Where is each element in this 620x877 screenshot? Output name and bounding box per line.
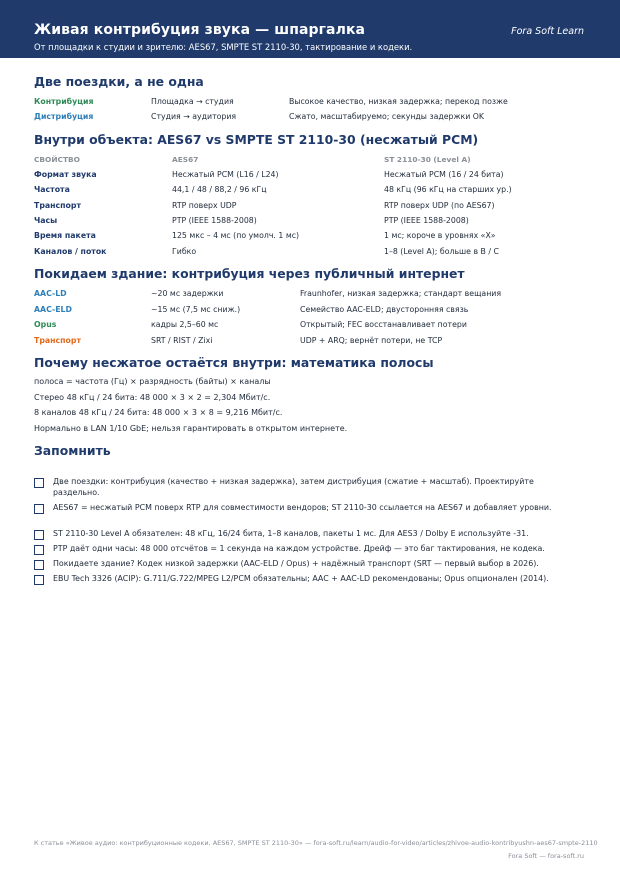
row-cell: Семейство AAC-ELD; двусторонняя связь xyxy=(300,305,469,314)
table-row xyxy=(0,170,620,184)
section-title-internet-contribution: Покидаем здание: контрибуция через публичный интернет xyxy=(34,266,465,281)
row-label: Каналов / поток xyxy=(34,247,107,256)
row-cell: RTP поверх UDP (по AES67) xyxy=(384,201,495,210)
table-row xyxy=(0,97,620,111)
row-cell: Несжатый PCM (16 / 24 бита) xyxy=(384,170,504,179)
row-cell: Несжатый PCM (L16 / L24) xyxy=(172,170,279,179)
row-cell: 1–8 (Level A); больше в B / C xyxy=(384,247,499,256)
table-row xyxy=(0,185,620,199)
row-label: Транспорт xyxy=(34,201,82,210)
row-cell: 44,1 / 48 / 88,2 / 96 кГц xyxy=(172,185,267,194)
table-row xyxy=(0,247,620,261)
row-cell: 125 мкс – 4 мс (по умолч. 1 мс) xyxy=(172,231,300,240)
row-cell: кадры 2,5–60 мс xyxy=(151,320,219,329)
row-cell: ~15 мс (7,5 мс сниж.) xyxy=(151,305,241,314)
row-cell: Студия → аудитория xyxy=(151,112,237,121)
row-cell: Высокое качество, низкая задержка; перекод позже xyxy=(289,97,508,106)
row-cell: UDP + ARQ; вернёт потери, не TCP xyxy=(300,336,443,345)
formula-line: Нормально в LAN 1/10 GbE; нельзя гарантировать в открытом интернете. xyxy=(34,424,348,433)
row-cell: SRT / RIST / Zixi xyxy=(151,336,213,345)
checklist-text: AES67 = несжатый PCM поверх RTP для совместимости вендоров; ST 2110-30 ссылается на AES67 и добавляет уровни. xyxy=(53,503,552,512)
row-cell: PTP (IEEE 1588-2008) xyxy=(172,216,257,225)
row-label: AAC-LD xyxy=(34,289,67,298)
row-label: Время пакета xyxy=(34,231,96,240)
footer-source: К статье «Живое аудио: контрибуционные кодеки, AES67, SMPTE ST 2110-30» — fora-soft.ru/learn/audio-for-video/articles/zhivoe-audio-kontribyushn-aes67-smpte-2110 xyxy=(34,839,598,847)
table-row xyxy=(0,216,620,230)
checklist-text: Две поездки: контрибуция (качество + низкая задержка), затем дистрибуция (сжатие + масштаб). Проектируйте раздельно. xyxy=(53,477,534,498)
row-label: Дистрибуция xyxy=(34,112,94,121)
table-row xyxy=(0,231,620,245)
footer-brand: Fora Soft — fora-soft.ru xyxy=(508,852,584,860)
column-header: СВОЙСТВО xyxy=(34,155,80,164)
checkbox[interactable] xyxy=(34,560,44,570)
checkbox[interactable] xyxy=(34,504,44,514)
section-title-remember: Запомнить xyxy=(34,443,111,458)
row-cell: 1 мс; короче в уровнях «X» xyxy=(384,231,496,240)
table-row xyxy=(0,201,620,215)
table-row xyxy=(0,112,620,126)
formula-line: 8 каналов 48 кГц / 24 бита: 48 000 × 3 × 8 = 9,216 Мбит/с. xyxy=(34,408,283,417)
checklist-text: ST 2110-30 Level A обязателен: 48 кГц, 16/24 бита, 1–8 каналов, пакеты 1 мс. Для AES3 / Dolby E используйте -31. xyxy=(53,529,529,538)
formula-line: Стерео 48 кГц / 24 бита: 48 000 × 3 × 2 = 2,304 Мбит/с. xyxy=(34,393,271,402)
checkbox[interactable] xyxy=(34,575,44,585)
checkbox[interactable] xyxy=(34,545,44,555)
row-label: Транспорт xyxy=(34,336,82,345)
checklist-text: Покидаете здание? Кодек низкой задержки (AAC-ELD / Opus) + надёжный транспорт (SRT — первый выбор в 2026). xyxy=(53,559,539,568)
table-row xyxy=(0,289,620,303)
row-cell: Открытый; FEC восстанавливает потери xyxy=(300,320,467,329)
section-title-bandwidth-math: Почему несжатое остаётся внутри: математика полосы xyxy=(34,355,434,370)
brand-label: Fora Soft Learn xyxy=(511,26,584,37)
table-row xyxy=(0,336,620,350)
formula-line: полоса = частота (Гц) × разрядность (байты) × каналы xyxy=(34,377,271,386)
page-header xyxy=(0,0,620,58)
row-cell: Fraunhofer, низкая задержка; стандарт вещания xyxy=(300,289,502,298)
checklist-text: EBU Tech 3326 (ACIP): G.711/G.722/MPEG L2/PCM обязательны; AAC + AAC-LD рекомендованы; Opus опционален (2014). xyxy=(53,574,549,583)
row-label: AAC-ELD xyxy=(34,305,72,314)
table-header-row xyxy=(0,155,620,169)
row-label: Формат звука xyxy=(34,170,97,179)
section-title-aes67-vs-st2110: Внутри объекта: AES67 vs SMPTE ST 2110-30 (несжатый PCM) xyxy=(34,132,479,147)
row-cell: RTP поверх UDP xyxy=(172,201,237,210)
section-title-two-trips: Две поездки, а не одна xyxy=(34,74,204,89)
checkbox[interactable] xyxy=(34,478,44,488)
page-title: Живая контрибуция звука — шпаргалка xyxy=(34,22,366,38)
row-label: Часы xyxy=(34,216,58,225)
column-header: AES67 xyxy=(172,155,199,164)
table-row xyxy=(0,320,620,334)
row-label: Частота xyxy=(34,185,70,194)
row-cell: 48 кГц (96 кГц на старших ур.) xyxy=(384,185,512,194)
row-cell: Сжато, масштабируемо; секунды задержки OK xyxy=(289,112,485,121)
row-cell: Гибко xyxy=(172,247,197,256)
checklist-text: PTP даёт одни часы: 48 000 отсчётов = 1 секунда на каждом устройстве. Дрейф — это баг тактирования, не кодека. xyxy=(53,544,545,553)
row-cell: ~20 мс задержки xyxy=(151,289,224,298)
page-subtitle: От площадки к студии и зрителю: AES67, SMPTE ST 2110-30, тактирование и кодеки. xyxy=(34,42,413,52)
row-label: Контрибуция xyxy=(34,97,94,106)
row-cell: Площадка → студия xyxy=(151,97,234,106)
column-header: ST 2110-30 (Level A) xyxy=(384,155,471,164)
checkbox[interactable] xyxy=(34,530,44,540)
row-cell: PTP (IEEE 1588-2008) xyxy=(384,216,469,225)
table-row xyxy=(0,305,620,319)
row-label: Opus xyxy=(34,320,57,329)
